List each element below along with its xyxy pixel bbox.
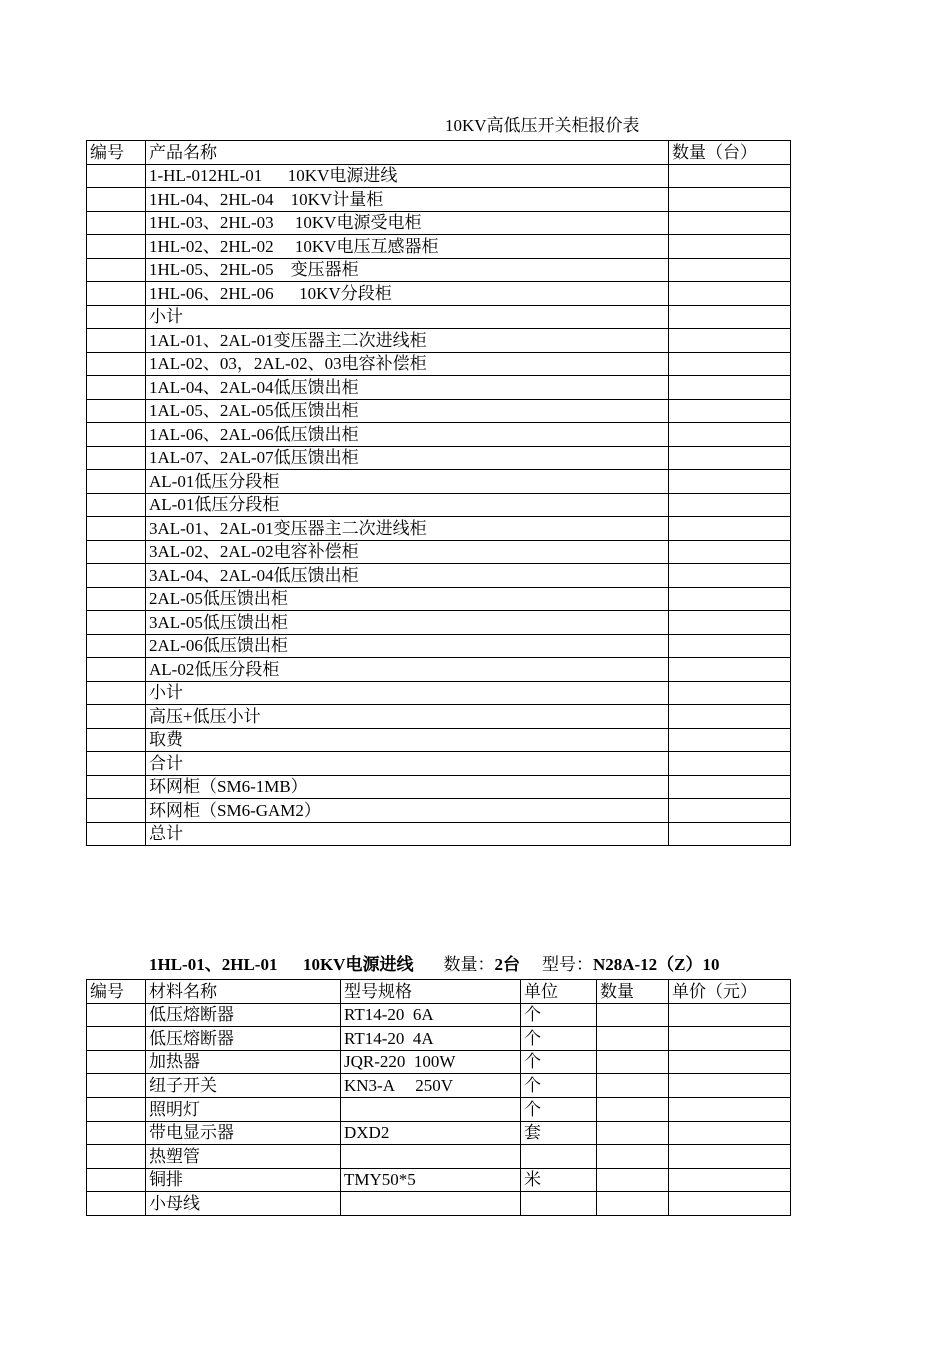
table-row [87,376,791,400]
material-name-cell: 低压熔断器 [146,1027,341,1051]
product-name-cell: 1AL-01、2AL-01变压器主二次进线柜 [146,329,669,353]
quantity-cell [597,1027,669,1051]
product-name-cell: 总计 [146,822,669,846]
material-name-cell: 铜排 [146,1168,341,1192]
id-cell [87,1145,146,1169]
id-cell [87,376,146,400]
product-name-cell: 小计 [146,305,669,329]
unit-price-cell [669,1003,791,1027]
product-name-cell: 1HL-03、2HL-03 10KV电源受电柜 [146,211,669,235]
id-cell [87,235,146,259]
spec-cell: JQR-220 100W [341,1050,521,1074]
quantity-cell [669,681,791,705]
table-row [87,211,791,235]
id-cell [87,1027,146,1051]
quantity-cell [597,1145,669,1169]
id-cell [87,587,146,611]
unit-price-cell [669,1192,791,1216]
table-row [87,399,791,423]
id-cell [87,517,146,541]
material-name-cell: 低压熔断器 [146,1003,341,1027]
table-row [87,1121,791,1145]
table-row [87,282,791,306]
id-cell [87,493,146,517]
spec-cell: TMY50*5 [341,1168,521,1192]
spec-cell [341,1192,521,1216]
unit-price-cell [669,1050,791,1074]
quantity-cell [669,446,791,470]
id-cell [87,188,146,212]
product-name-cell: 取费 [146,728,669,752]
id-cell [87,446,146,470]
unit-cell [521,1192,597,1216]
section-heading [149,955,720,975]
product-name-cell: 1AL-06、2AL-06低压馈出柜 [146,423,669,447]
unit-cell: 个 [521,1003,597,1027]
quantity-cell [669,540,791,564]
table-row [87,799,791,823]
unit-price-cell [669,1074,791,1098]
id-cell [87,1168,146,1192]
model-value: N28A-12（Z）10 [592,955,720,974]
quantity-cell [669,517,791,541]
id-cell [87,681,146,705]
quantity-cell [669,634,791,658]
quantity-cell [669,329,791,353]
quantity-cell [669,399,791,423]
table-row [87,705,791,729]
header-material-name: 材料名称 [146,980,341,1004]
id-cell [87,564,146,588]
product-name-cell: 1AL-02、03，2AL-02、03电容补偿柜 [146,352,669,376]
id-cell [87,1050,146,1074]
unit-cell: 个 [521,1097,597,1121]
quantity-cell [597,1074,669,1098]
table-row [87,775,791,799]
product-name-cell: 3AL-01、2AL-01变压器主二次进线柜 [146,517,669,541]
id-cell [87,305,146,329]
header-quantity: 数量 [597,980,669,1004]
quantity-cell [597,1050,669,1074]
product-name-cell: 3AL-05低压馈出柜 [146,611,669,635]
table-row [87,470,791,494]
quantity-cell [669,282,791,306]
table-row [87,1003,791,1027]
qty-value: 2台 [494,955,520,974]
material-name-cell: 小母线 [146,1192,341,1216]
product-name-cell: 1AL-04、2AL-04低压馈出柜 [146,376,669,400]
quantity-cell [597,1003,669,1027]
quantity-cell [669,564,791,588]
product-name-cell: 高压+低压小计 [146,705,669,729]
quote-table [86,140,791,846]
id-cell [87,775,146,799]
unit-cell: 个 [521,1027,597,1051]
spec-cell: KN3-A 250V [341,1074,521,1098]
unit-price-cell [669,1097,791,1121]
table-row [87,564,791,588]
product-name-cell: 1HL-06、2HL-06 10KV分段柜 [146,282,669,306]
table-row [87,587,791,611]
quantity-cell [669,470,791,494]
material-name-cell: 热塑管 [146,1145,341,1169]
unit-cell: 个 [521,1050,597,1074]
section-name: 1HL-01、2HL-01 10KV电源进线 [149,955,414,974]
quantity-cell [669,799,791,823]
unit-price-cell [669,1168,791,1192]
table-row [87,352,791,376]
quantity-cell [669,658,791,682]
id-cell [87,470,146,494]
id-cell [87,164,146,188]
table-row [87,681,791,705]
id-cell [87,1097,146,1121]
id-cell [87,540,146,564]
table-row [87,658,791,682]
spec-cell: RT14-20 6A [341,1003,521,1027]
unit-price-cell [669,1121,791,1145]
quantity-cell [669,705,791,729]
id-cell [87,1003,146,1027]
table-row [87,446,791,470]
material-name-cell: 加热器 [146,1050,341,1074]
material-name-cell: 带电显示器 [146,1121,341,1145]
quantity-cell [597,1097,669,1121]
unit-price-cell [669,1145,791,1169]
table-row [87,188,791,212]
id-cell [87,1121,146,1145]
quantity-cell [597,1121,669,1145]
unit-cell [521,1145,597,1169]
quantity-cell [669,775,791,799]
product-name-cell: 1AL-05、2AL-05低压馈出柜 [146,399,669,423]
header-spec: 型号规格 [341,980,521,1004]
table-row [87,164,791,188]
product-name-cell: AL-01低压分段柜 [146,470,669,494]
unit-cell: 米 [521,1168,597,1192]
table-row [87,1050,791,1074]
quantity-cell [669,188,791,212]
product-name-cell: 合计 [146,752,669,776]
table-row [87,1192,791,1216]
quantity-cell [669,211,791,235]
id-cell [87,728,146,752]
table-row [87,728,791,752]
table-row [87,258,791,282]
model-label: 型号： [541,955,593,974]
quantity-cell [669,235,791,259]
table-row [87,423,791,447]
id-cell [87,282,146,306]
table-row [87,1074,791,1098]
id-cell [87,399,146,423]
table-row [87,329,791,353]
header-unit-price: 单价（元） [669,980,791,1004]
product-name-cell: AL-01低压分段柜 [146,493,669,517]
unit-cell: 个 [521,1074,597,1098]
quantity-cell [669,752,791,776]
qty-label: 数量： [443,955,495,974]
id-cell [87,611,146,635]
quantity-cell [669,164,791,188]
quantity-cell [669,305,791,329]
table-row [87,611,791,635]
unit-cell: 套 [521,1121,597,1145]
product-name-cell: 1HL-05、2HL-05 变压器柜 [146,258,669,282]
quantity-cell [669,352,791,376]
id-cell [87,634,146,658]
id-cell [87,258,146,282]
product-name-cell: 2AL-06低压馈出柜 [146,634,669,658]
quantity-cell [669,587,791,611]
id-cell [87,799,146,823]
quantity-cell [669,376,791,400]
unit-price-cell [669,1027,791,1051]
product-name-cell: 3AL-02、2AL-02电容补偿柜 [146,540,669,564]
quantity-cell [669,728,791,752]
quantity-cell [669,493,791,517]
product-name-cell: 1AL-07、2AL-07低压馈出柜 [146,446,669,470]
quantity-cell [597,1168,669,1192]
quantity-cell [597,1192,669,1216]
product-name-cell: 1HL-02、2HL-02 10KV电压互感器柜 [146,235,669,259]
quantity-cell [669,822,791,846]
table-row [87,540,791,564]
header-id: 编号 [87,141,146,165]
product-name-cell: AL-02低压分段柜 [146,658,669,682]
header-quantity: 数量（台） [669,141,791,165]
spec-cell: RT14-20 4A [341,1027,521,1051]
id-cell [87,1192,146,1216]
id-cell [87,423,146,447]
table-row [87,822,791,846]
product-name-cell: 环网柜（SM6-1MB） [146,775,669,799]
id-cell [87,705,146,729]
id-cell [87,1074,146,1098]
table-header-row [87,141,791,165]
table-row [87,1168,791,1192]
table-row [87,517,791,541]
product-name-cell: 环网柜（SM6-GAM2） [146,799,669,823]
table-row [87,1145,791,1169]
product-name-cell: 1HL-04、2HL-04 10KV计量柜 [146,188,669,212]
spec-cell [341,1097,521,1121]
material-name-cell: 纽子开关 [146,1074,341,1098]
id-cell [87,352,146,376]
table-row [87,1027,791,1051]
table-row [87,1097,791,1121]
spec-cell: DXD2 [341,1121,521,1145]
table-header-row [87,980,791,1004]
page-title: 10KV高低压开关柜报价表 [445,116,640,135]
quantity-cell [669,423,791,447]
table-row [87,634,791,658]
table-row [87,305,791,329]
header-id: 编号 [87,980,146,1004]
product-name-cell: 1-HL-012HL-01 10KV电源进线 [146,164,669,188]
table-row [87,235,791,259]
id-cell [87,658,146,682]
product-name-cell: 小计 [146,681,669,705]
spec-cell [341,1145,521,1169]
product-name-cell: 3AL-04、2AL-04低压馈出柜 [146,564,669,588]
product-name-cell: 2AL-05低压馈出柜 [146,587,669,611]
table-row [87,752,791,776]
id-cell [87,822,146,846]
material-name-cell: 照明灯 [146,1097,341,1121]
id-cell [87,752,146,776]
quantity-cell [669,258,791,282]
id-cell [87,211,146,235]
material-table [86,979,791,1216]
table-row [87,493,791,517]
quantity-cell [669,611,791,635]
header-unit: 单位 [521,980,597,1004]
header-product-name: 产品名称 [146,141,669,165]
id-cell [87,329,146,353]
